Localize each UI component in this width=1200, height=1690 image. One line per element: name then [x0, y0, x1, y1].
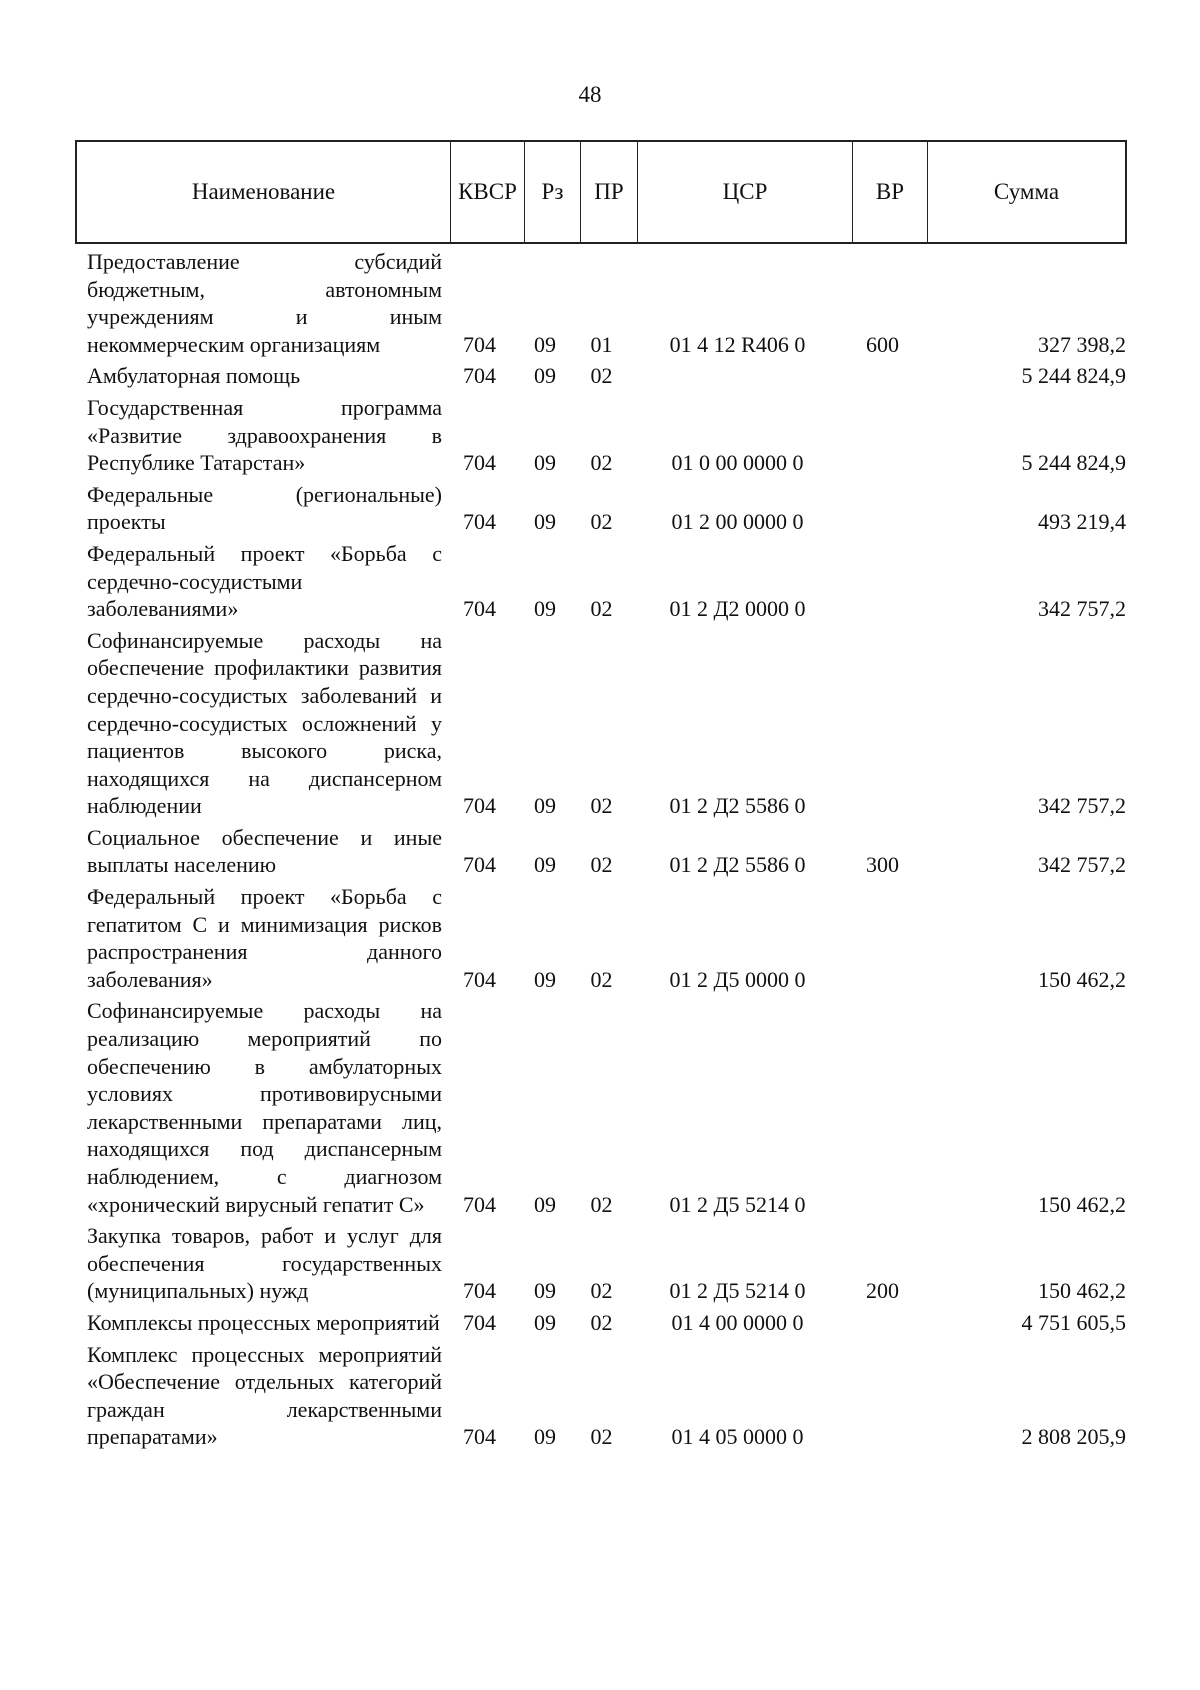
row-name: Федеральный проект «Борьба с сердечно-сосудистыми заболеваниями»	[87, 540, 442, 622]
row-kvsr: 704	[463, 509, 496, 535]
table-row	[75, 540, 1130, 623]
column-header-csr: ЦСР	[638, 142, 853, 242]
row-pr: 02	[590, 450, 613, 476]
row-rz: 09	[534, 363, 556, 389]
row-sum: 327 398,2	[1038, 331, 1126, 357]
row-rz: 09	[534, 1191, 556, 1217]
row-sum: 150 462,2	[1038, 1191, 1126, 1217]
row-csr: 01 2 Д5 5214 0	[669, 1191, 806, 1217]
row-pr: 02	[590, 1191, 613, 1217]
row-sum: 5 244 824,9	[1021, 450, 1126, 476]
row-name: Предоставление субсидий бюджетным, автономным учреждениям и иным некоммерческим организациям	[87, 249, 442, 357]
row-csr: 01 4 12 R406 0	[669, 331, 806, 357]
row-vr: 300	[866, 852, 899, 878]
table-row	[75, 824, 1130, 879]
row-vr: 600	[866, 331, 899, 357]
page-number: 48	[578, 82, 602, 107]
row-csr: 01 2 Д5 5214 0	[669, 1278, 806, 1304]
row-sum: 150 462,2	[1038, 1278, 1126, 1304]
row-kvsr: 704	[463, 1424, 496, 1450]
table-body	[75, 248, 1130, 1455]
row-kvsr: 704	[463, 852, 496, 878]
row-kvsr: 704	[463, 331, 496, 357]
row-sum: 150 462,2	[1038, 966, 1126, 992]
row-sum: 4 751 605,5	[1021, 1309, 1126, 1335]
row-sum: 493 219,4	[1038, 509, 1126, 535]
row-csr: 01 2 Д2 5586 0	[669, 793, 806, 819]
row-pr: 02	[590, 793, 613, 819]
row-name: Комплекс процессных мероприятий «Обеспечение отдельных категорий граждан лекарственными препаратами»	[87, 1341, 442, 1450]
table-row	[75, 627, 1130, 820]
table-row	[75, 1309, 1130, 1337]
row-kvsr: 704	[463, 793, 496, 819]
row-rz: 09	[534, 966, 556, 992]
row-sum: 342 757,2	[1038, 852, 1126, 878]
table-row	[75, 1222, 1130, 1305]
table-row	[75, 481, 1130, 536]
row-name: Федеральный проект «Борьба с гепатитом С и минимизация рисков распространения данного заболевания»	[87, 884, 442, 992]
row-name: Софинансируемые расходы на обеспечение профилактики развития сердечно-сосудистых заболеваний и сердечно-сосудистых осложнений у пациентов высокого риска, находящихся на диспансерном наблюдении	[87, 627, 442, 819]
row-rz: 09	[534, 793, 556, 819]
row-pr: 02	[590, 596, 613, 622]
row-kvsr: 704	[463, 1191, 496, 1217]
row-name: Федеральные (региональные) проекты	[87, 481, 442, 535]
row-name: Закупка товаров, работ и услуг для обеспечения государственных (муниципальных) нужд	[87, 1223, 442, 1304]
row-sum: 2 808 205,9	[1021, 1424, 1126, 1450]
column-header-kvsr: КВСР	[451, 142, 525, 242]
table-row	[75, 1341, 1130, 1451]
table-row	[75, 883, 1130, 993]
table-row	[75, 362, 1130, 390]
column-header-vr: ВР	[853, 142, 928, 242]
row-csr: 01 4 00 0000 0	[671, 1309, 804, 1335]
row-csr: 01 2 Д2 0000 0	[669, 596, 806, 622]
row-name: Амбулаторная помощь	[87, 363, 301, 389]
row-rz: 09	[534, 596, 556, 622]
row-rz: 09	[534, 331, 556, 357]
row-rz: 09	[534, 1278, 556, 1304]
row-rz: 09	[534, 1309, 556, 1335]
row-kvsr: 704	[463, 1278, 496, 1304]
row-name: Социальное обеспечение и иные выплаты населению	[87, 824, 442, 878]
row-pr: 02	[590, 1424, 613, 1450]
column-header-sum: Сумма	[993, 179, 1060, 204]
row-rz: 09	[534, 450, 556, 476]
column-header-name: Наименование	[77, 142, 451, 242]
row-csr: 01 2 00 0000 0	[671, 509, 804, 535]
row-vr: 200	[866, 1278, 899, 1304]
row-rz: 09	[534, 1424, 556, 1450]
row-csr: 01 4 05 0000 0	[671, 1424, 804, 1450]
row-name: Софинансируемые расходы на реализацию мероприятий по обеспечению в амбулаторных условиях противовирусными лекарственными препаратами лиц, находящихся под диспансерным наблюдением, с диагнозом «хронический вирусный гепатит С»	[87, 998, 442, 1217]
table-row	[75, 394, 1130, 477]
row-rz: 09	[534, 509, 556, 535]
row-rz: 09	[534, 852, 556, 878]
column-header-pr: ПР	[581, 142, 638, 242]
row-kvsr: 704	[463, 363, 496, 389]
row-pr: 02	[590, 363, 613, 389]
row-kvsr: 704	[463, 1309, 496, 1335]
table-row	[75, 248, 1130, 358]
table-header	[75, 140, 1127, 244]
row-kvsr: 704	[463, 450, 496, 476]
row-sum: 5 244 824,9	[1021, 363, 1126, 389]
table-row	[75, 997, 1130, 1218]
row-name: Государственная программа «Развитие здравоохранения в Республике Татарстан»	[87, 394, 442, 476]
row-pr: 02	[590, 966, 613, 992]
row-sum: 342 757,2	[1038, 596, 1126, 622]
row-csr: 01 0 00 0000 0	[671, 450, 804, 476]
row-pr: 02	[590, 1309, 613, 1335]
column-header-rz: Рз	[525, 142, 581, 242]
row-name: Комплексы процессных мероприятий	[87, 1309, 440, 1335]
row-sum: 342 757,2	[1038, 793, 1126, 819]
row-pr: 01	[590, 331, 613, 357]
row-csr: 01 2 Д5 0000 0	[669, 966, 806, 992]
row-pr: 02	[590, 1278, 613, 1304]
row-kvsr: 704	[463, 966, 496, 992]
row-pr: 02	[590, 852, 613, 878]
row-pr: 02	[590, 509, 613, 535]
row-kvsr: 704	[463, 596, 496, 622]
row-csr: 01 2 Д2 5586 0	[669, 852, 806, 878]
